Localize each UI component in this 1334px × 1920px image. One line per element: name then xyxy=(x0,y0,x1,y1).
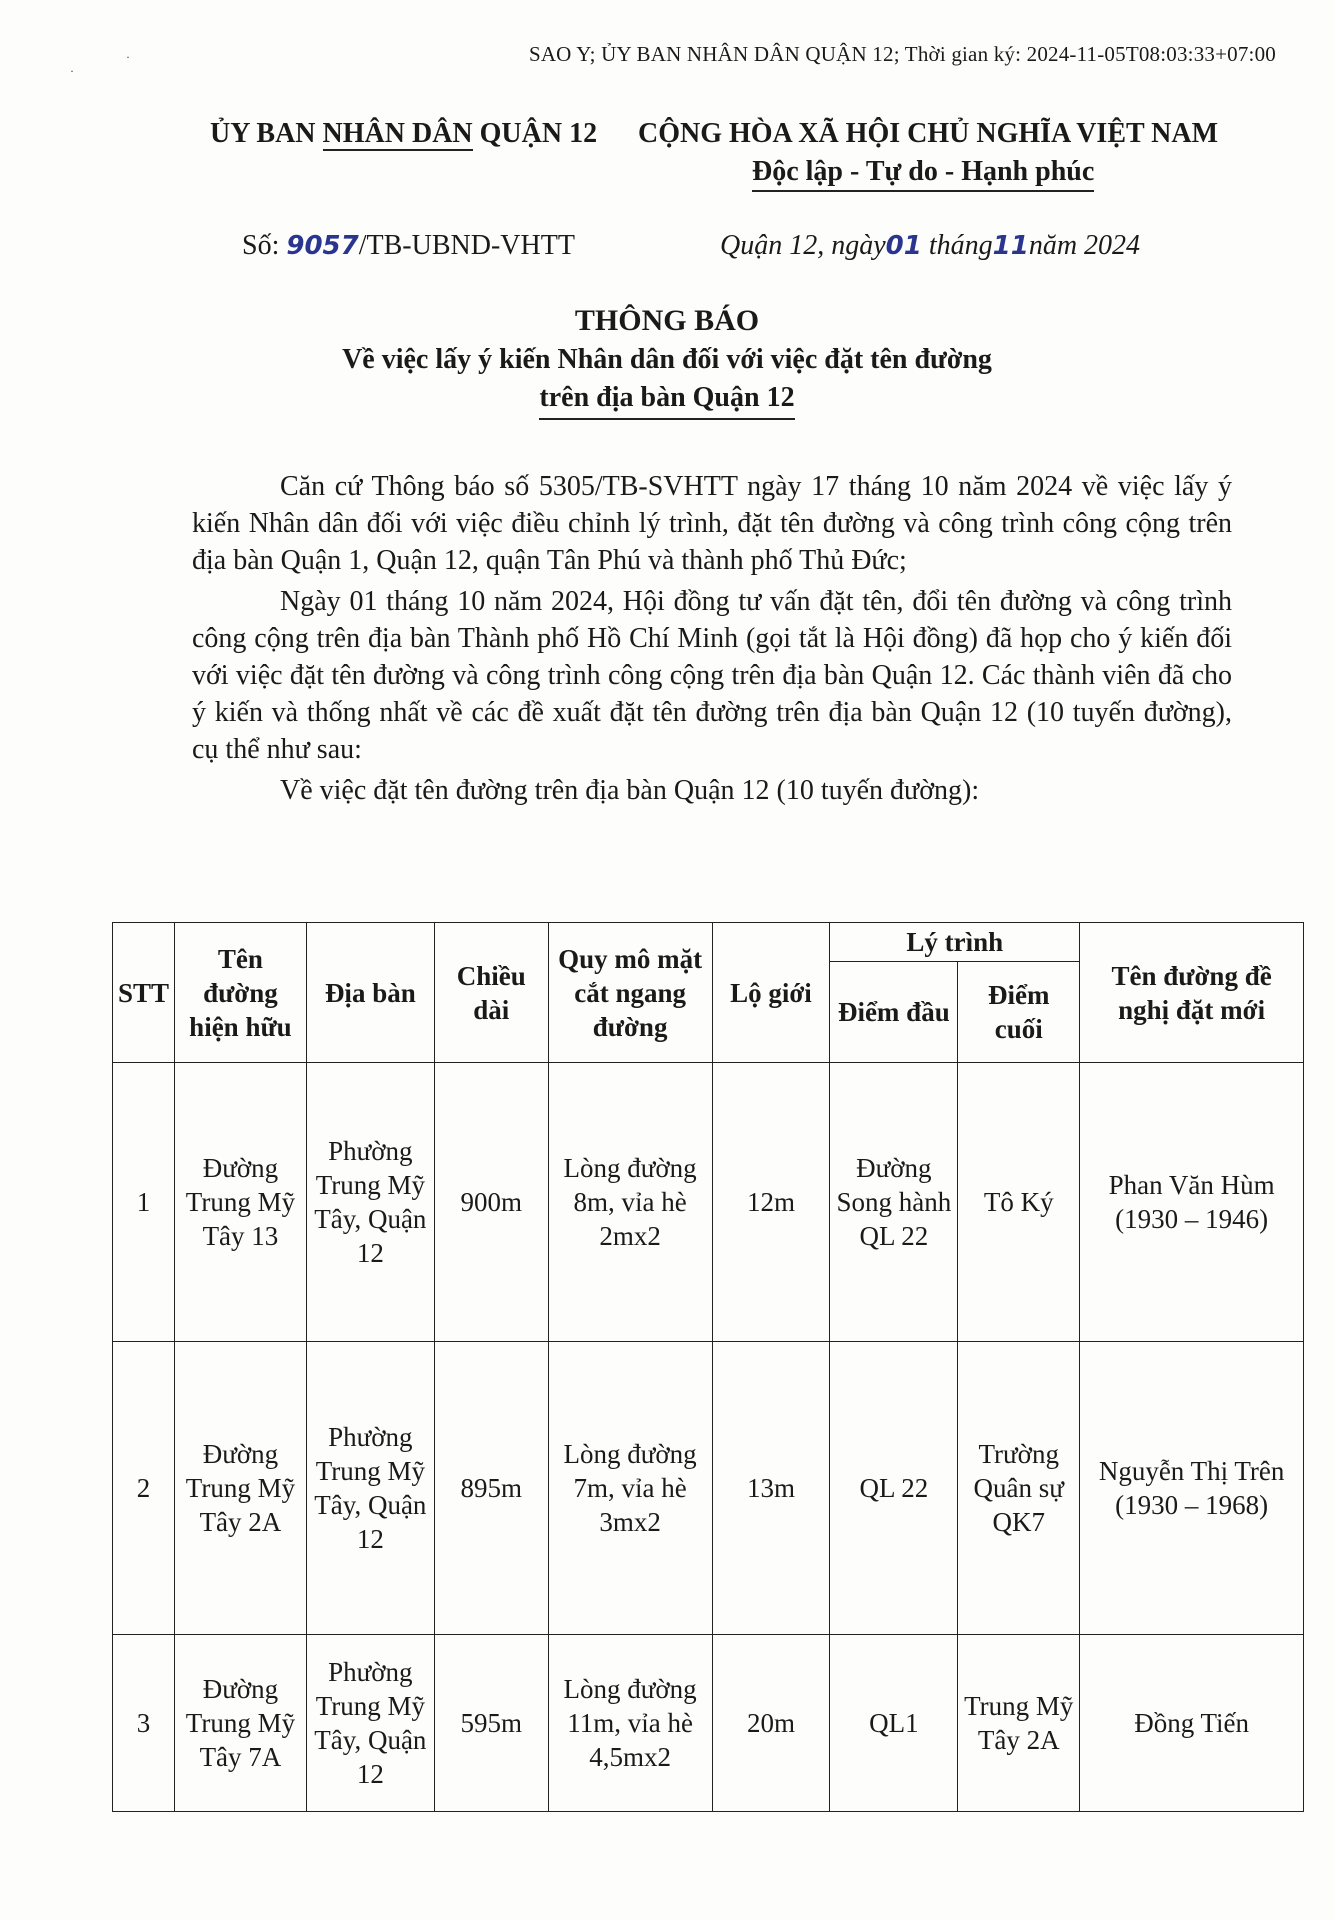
org-suffix: QUẬN 12 xyxy=(472,118,598,149)
cell-new-name: Nguyễn Thị Trên (1930 – 1968) xyxy=(1080,1342,1304,1635)
cell-stt: 1 xyxy=(113,1063,175,1342)
paragraph: Ngày 01 tháng 10 năm 2024, Hội đồng tư vấn đặt tên, đổi tên đường và công trình công cộng trên địa bàn Thành phố Hồ Chí Minh (gọi tắt là Hội đồng) đã họp cho ý kiến đối với việc đặt tên đường và công trình công cộng trên địa bàn Quận 12. Các thành viên đã cho ý kiến và thống nhất về các đề xuất đặt tên đường trên địa bàn Quận 12 (10 tuyến đường), cụ thể như sau: xyxy=(192,586,1232,765)
cell-area: Phường Trung Mỹ Tây, Quận 12 xyxy=(306,1063,434,1342)
paragraph: Căn cứ Thông báo số 5305/TB-SVHTT ngày 17 tháng 10 năm 2024 về việc lấy ý kiến Nhân dân đối với việc điều chỉnh lý trình, đặt tên đường và công trình công cộng trên địa bàn Quận 1, Quận 12, quận Tân Phú và thành phố Thủ Đức; xyxy=(192,471,1232,576)
header-existing-name: Tên đường hiện hữu xyxy=(174,923,306,1063)
date-part3: năm 2024 xyxy=(1028,230,1141,261)
cell-existing-name: Đường Trung Mỹ Tây 2A xyxy=(174,1342,306,1635)
cell-existing-name: Đường Trung Mỹ Tây 7A xyxy=(174,1635,306,1812)
scan-speck: · xyxy=(126,50,130,64)
document-subtitle-line1: Về việc lấy ý kiến Nhân dân đối với việc đặt tên đường xyxy=(342,344,992,375)
document-body xyxy=(192,468,1232,813)
header-stt: STT xyxy=(113,923,175,1063)
cell-new-name: Đồng Tiến xyxy=(1080,1635,1304,1812)
issuing-organization xyxy=(210,118,597,150)
cell-stt: 3 xyxy=(113,1635,175,1812)
doc-number-suffix: /TB-UBND-VHTT xyxy=(358,230,575,261)
document-number xyxy=(242,230,575,262)
document-title: THÔNG BÁO xyxy=(574,304,760,337)
cell-new-name: Phan Văn Hùm (1930 – 1946) xyxy=(1080,1063,1304,1342)
document-date xyxy=(720,230,1140,262)
header-start-point: Điểm đầu xyxy=(830,962,958,1063)
handwritten-day: 01 xyxy=(885,231,922,261)
subtitle-line2-text: trên địa bàn Quận 12 xyxy=(539,382,794,420)
national-title: CỘNG HÒA XÃ HỘI CHỦ NGHĨA VIỆT NAM xyxy=(638,118,1219,149)
cell-boundary: 20m xyxy=(712,1635,830,1812)
paragraph: Về việc đặt tên đường trên địa bàn Quận 12 (10 tuyến đường): xyxy=(280,775,980,806)
header-route: Lý trình xyxy=(830,923,1080,962)
scan-speck: · xyxy=(70,64,74,78)
header-new-name: Tên đường đề nghị đặt mới xyxy=(1080,923,1304,1063)
cell-length: 895m xyxy=(434,1342,548,1635)
handwritten-month: 11 xyxy=(992,231,1029,261)
doc-number-prefix: Số: xyxy=(242,230,287,261)
cell-length: 900m xyxy=(434,1063,548,1342)
header-length: Chiều dài xyxy=(434,923,548,1063)
table-row xyxy=(113,1063,1304,1342)
cell-boundary: 12m xyxy=(712,1063,830,1342)
date-part2: tháng xyxy=(921,230,993,261)
table-row xyxy=(113,1342,1304,1635)
cell-end-point: Tô Ký xyxy=(958,1063,1080,1342)
org-underlined: NHÂN DÂN xyxy=(322,118,473,149)
cell-existing-name: Đường Trung Mỹ Tây 13 xyxy=(174,1063,306,1342)
cell-boundary: 13m xyxy=(712,1342,830,1635)
cell-start-point: QL1 xyxy=(830,1635,958,1812)
cell-area: Phường Trung Mỹ Tây, Quận 12 xyxy=(306,1342,434,1635)
table-row xyxy=(113,1635,1304,1812)
street-naming-table xyxy=(112,922,1304,1812)
cell-stt: 2 xyxy=(113,1342,175,1635)
table-header-row xyxy=(113,923,1304,962)
document-subtitle-line2 xyxy=(0,382,1334,420)
digital-signature-stamp: SAO Y; ỦY BAN NHÂN DÂN QUẬN 12; Thời gian ký: 2024-11-05T08:03:33+07:00 xyxy=(528,42,1276,66)
org-prefix: ỦY BAN xyxy=(210,118,323,149)
cell-start-point: Đường Song hành QL 22 xyxy=(830,1063,958,1342)
cell-cross-section: Lòng đường 11m, vỉa hè 4,5mx2 xyxy=(548,1635,712,1812)
cell-end-point: Trung Mỹ Tây 2A xyxy=(958,1635,1080,1812)
cell-cross-section: Lòng đường 8m, vỉa hè 2mx2 xyxy=(548,1063,712,1342)
header-cross-section: Quy mô mặt cắt ngang đường xyxy=(548,923,712,1063)
cell-area: Phường Trung Mỹ Tây, Quận 12 xyxy=(306,1635,434,1812)
cell-cross-section: Lòng đường 7m, vỉa hè 3mx2 xyxy=(548,1342,712,1635)
cell-end-point: Trường Quân sự QK7 xyxy=(958,1342,1080,1635)
header-area: Địa bàn xyxy=(306,923,434,1063)
header-boundary: Lộ giới xyxy=(712,923,830,1063)
national-motto: Độc lập - Tự do - Hạnh phúc xyxy=(752,156,1094,192)
cell-start-point: QL 22 xyxy=(830,1342,958,1635)
cell-length: 595m xyxy=(434,1635,548,1812)
handwritten-number: 9057 xyxy=(286,231,359,261)
date-part1: Quận 12, ngày xyxy=(720,230,886,261)
header-end-point: Điểm cuối xyxy=(958,962,1080,1063)
